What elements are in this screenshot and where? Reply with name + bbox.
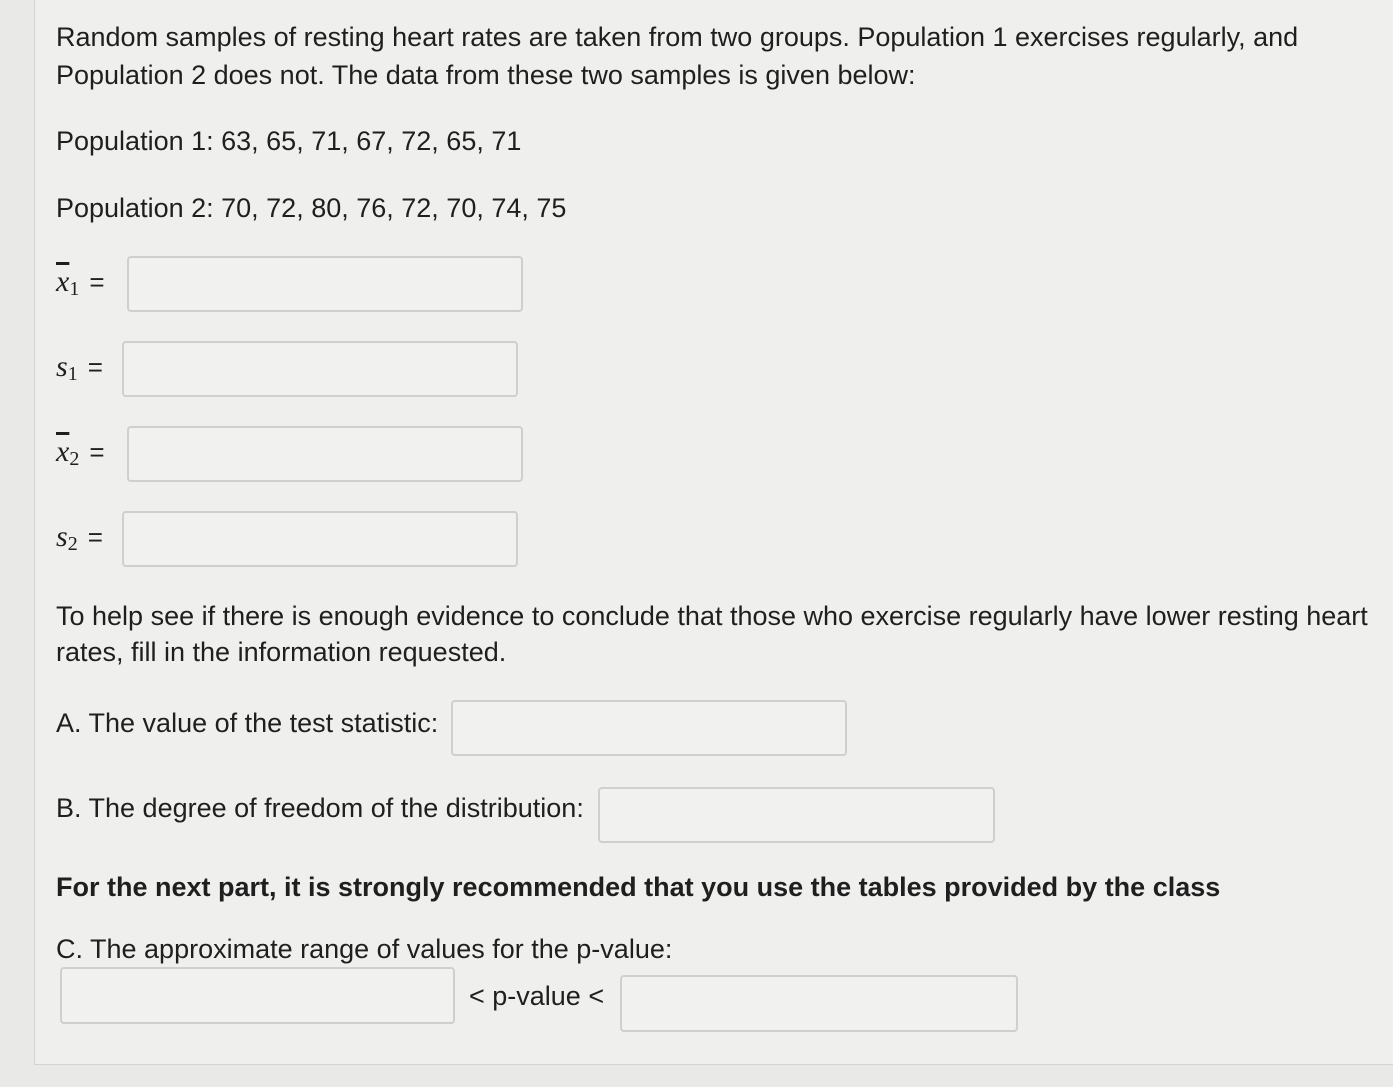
x1-bar-label <box>56 264 105 307</box>
x2-equals: = <box>89 437 105 467</box>
instruction-text: To help see if there is enough evidence to conclude that those who exercise regularly have lower resting heart rates, fill in the information requested. <box>56 601 1368 667</box>
x1-equals: = <box>89 267 105 297</box>
x1-subscript: 1 <box>69 278 80 300</box>
s2-subscript: 2 <box>67 533 78 555</box>
part-a-label: A. The value of the test statistic: <box>56 708 439 738</box>
s2-symbol: s <box>56 520 68 553</box>
s1-equals: = <box>87 352 103 382</box>
s1-symbol: s <box>56 350 68 383</box>
x2-bar-input[interactable] <box>127 426 523 482</box>
p-value-between-label: < p-value < <box>469 981 605 1011</box>
part-c-label: C. The approximate range of values for the p-value: <box>56 934 673 964</box>
population-2-data: Population 2: 70, 72, 80, 76, 72, 70, 74, 75 <box>56 193 567 223</box>
s1-subscript: 1 <box>67 363 78 385</box>
s2-equals: = <box>87 522 103 552</box>
x1-symbol: $\overline{x}$ <box>56 265 70 298</box>
s2-input[interactable] <box>122 511 518 567</box>
s2-label <box>56 519 103 562</box>
x1-bar-input[interactable] <box>127 256 523 312</box>
x2-symbol: $\overline{x}$ <box>56 435 70 468</box>
x2-subscript: 2 <box>69 448 80 470</box>
s1-label <box>56 349 103 392</box>
part-b-label: B. The degree of freedom of the distribution: <box>56 793 584 823</box>
x2-bar-label <box>56 434 105 477</box>
degrees-of-freedom-input[interactable] <box>598 787 995 843</box>
p-value-upper-input[interactable] <box>620 975 1018 1032</box>
p-value-lower-input[interactable] <box>60 967 455 1024</box>
test-statistic-input[interactable] <box>451 700 847 756</box>
population-1-data: Population 1: 63, 65, 71, 67, 72, 65, 71 <box>56 126 522 156</box>
s1-input[interactable] <box>122 341 518 397</box>
recommendation-text: For the next part, it is strongly recommended that you use the tables provided by the class <box>56 872 1221 902</box>
question-intro: Random samples of resting heart rates are taken from two groups. Population 1 exercises regularly, and Population 2 does not. The data from these two samples is given below: <box>56 22 1299 90</box>
